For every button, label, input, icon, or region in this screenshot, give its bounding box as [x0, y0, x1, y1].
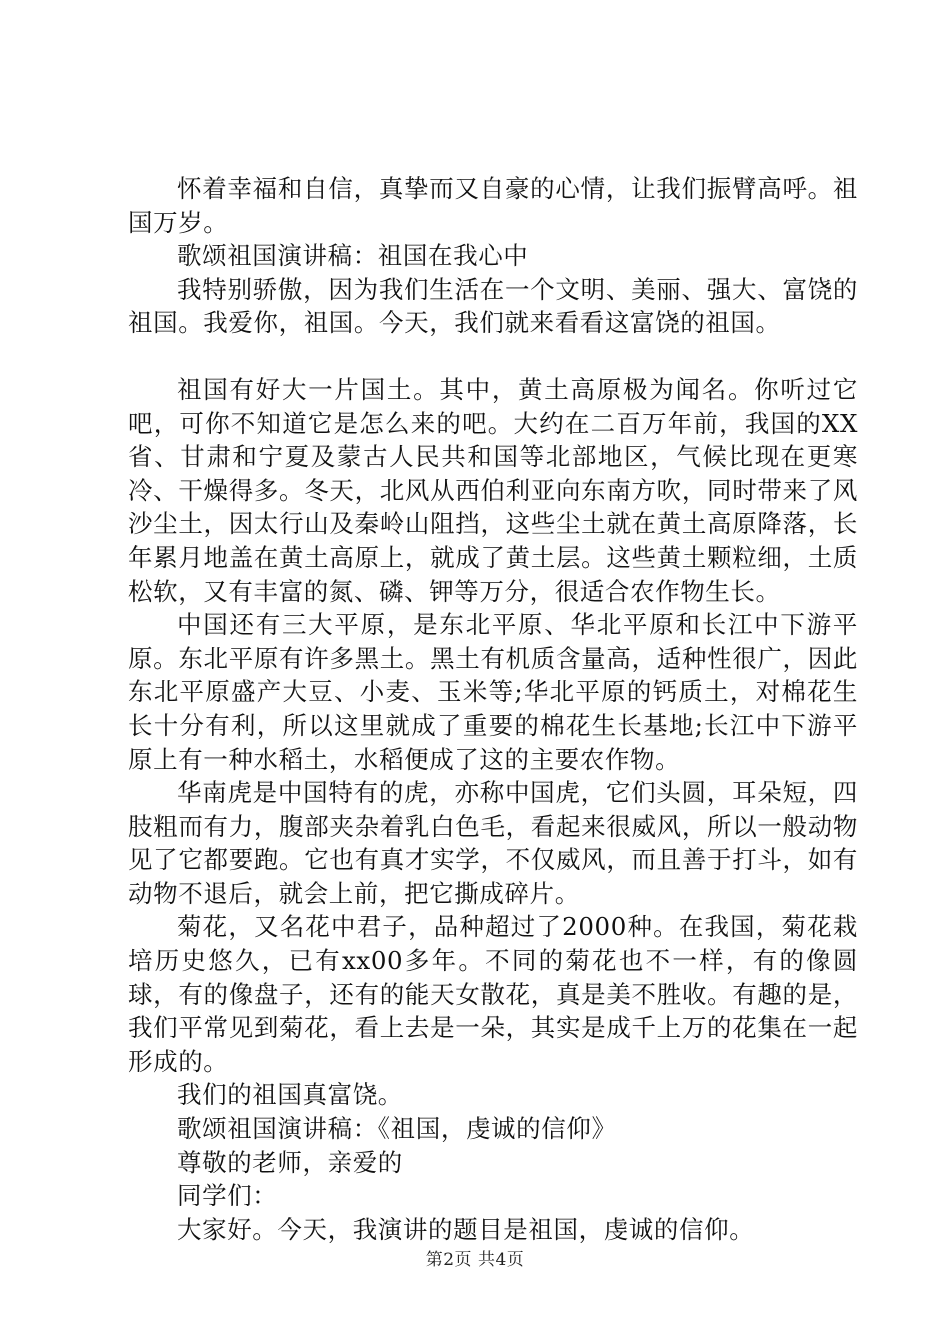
paragraph: 大家好。今天，我演讲的题目是祖国，虔诚的信仰。 [177, 1214, 755, 1244]
section-heading: 歌颂祖国演讲稿：《祖国，虔诚的信仰》 [177, 1114, 617, 1144]
paragraph: 我们的祖国真富饶。 [177, 1080, 403, 1110]
page-number-footer: 第2页 共4页 [425, 1250, 525, 1270]
paragraph: 我特别骄傲，因为我们生活在一个文明、美丽、强大、富饶的祖国。我爱你，祖国。今天，我们就来看看这富饶的祖国。 [128, 274, 858, 338]
section-heading: 歌颂祖国演讲稿：祖国在我心中 [177, 241, 529, 271]
paragraph: 菊花，又名花中君子，品种超过了2000种。在我国，菊花栽培历史悠久，已有xx00多年。不同的菊花也不一样，有的像圆球，有的像盘子，还有的能天女散花，真是美不胜收。有趣的是，我们平常见到菊花，看上去是一朵，其实是成千上万的花集在一起形成的。 [128, 912, 858, 1076]
paragraph: 华南虎是中国特有的虎，亦称中国虎，它们头圆，耳朵短，四肢粗而有力，腹部夹杂着乳白色毛，看起来很威风，所以一般动物见了它都要跑。它也有真才实学，不仅威风，而且善于打斗，如有动物不退后，就会上前，把它撕成碎片。 [128, 778, 858, 908]
paragraph: 祖国有好大一片国土。其中，黄土高原极为闻名。你听过它吧，可你不知道它是怎么来的吧。大约在二百万年前，我国的XX省、甘肃和宁夏及蒙古人民共和国等北部地区，气候比现在更寒冷、干燥得多。冬天，北风从西伯利亚向东南方吹，同时带来了风沙尘土，因太行山及秦岭山阻挡，这些尘土就在黄土高原降落，长年累月地盖在黄土高原上，就成了黄土层。这些黄土颗粒细，土质松软，又有丰富的氮、磷、钾等万分，很适合农作物生长。 [128, 374, 858, 606]
paragraph: 中国还有三大平原，是东北平原、华北平原和长江中下游平原。东北平原有许多黑土。黑土有机质含量高，适种性很广，因此东北平原盛产大豆、小麦、玉米等;华北平原的钙质土，对棉花生长十分有利，所以这里就成了重要的棉花生长基地;长江中下游平原上有一种水稻土，水稻便成了这的主要农作物。 [128, 610, 858, 774]
salutation: 同学们： [177, 1181, 278, 1211]
document-body [128, 172, 858, 1246]
salutation: 尊敬的老师，亲爱的 [177, 1147, 403, 1177]
paragraph: 怀着幸福和自信，真挚而又自豪的心情，让我们振臂高呼。祖国万岁。 [128, 174, 858, 237]
